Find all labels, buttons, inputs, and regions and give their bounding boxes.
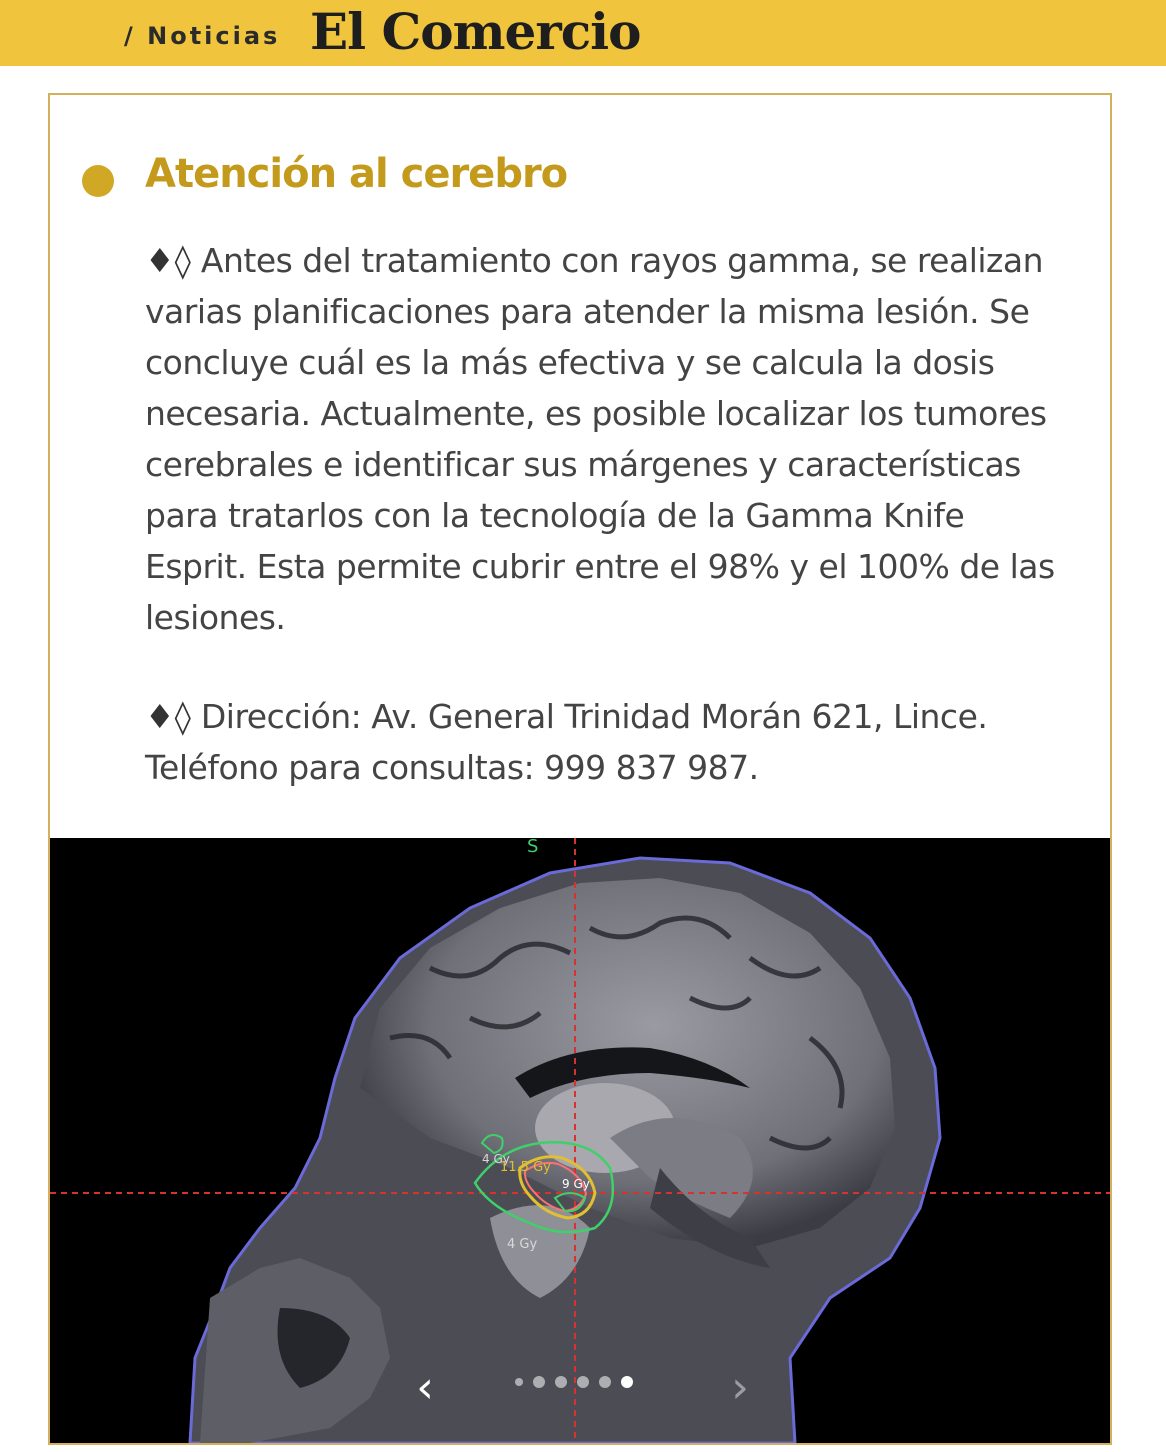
- paragraph-treatment: [145, 235, 1075, 643]
- top-marker-label: S: [527, 838, 539, 857]
- paragraph-address: [145, 691, 1075, 793]
- diamond-bullet-icon: ♦◊: [145, 241, 191, 280]
- dose-9gy-label: 9 Gy: [562, 1177, 590, 1191]
- section-link-noticias[interactable]: / Noticias: [124, 22, 281, 50]
- gallery-dot-2[interactable]: [533, 1376, 545, 1388]
- gallery-dot-1[interactable]: [515, 1378, 523, 1386]
- gallery-prev-chevron-left-icon[interactable]: ‹: [416, 1362, 434, 1413]
- gallery-pagination: [515, 1376, 633, 1390]
- gallery-next-chevron-right-icon[interactable]: ›: [731, 1362, 749, 1413]
- diamond-bullet-icon: ♦◊: [145, 697, 191, 736]
- dose-4gy-bottom-label: 4 Gy: [507, 1237, 538, 1252]
- info-card: [48, 93, 1112, 1445]
- paragraph-address-text: Dirección: Av. General Trinidad Morán 621, Lince. Teléfono para consultas: 999 837 987.: [145, 697, 988, 787]
- dose-11-5gy-label: 11.5 Gy: [500, 1160, 551, 1175]
- site-header: [0, 0, 1166, 66]
- gallery-dot-6[interactable]: [621, 1376, 633, 1388]
- title-bullet-dot-icon: [82, 165, 114, 197]
- paragraph-treatment-text: Antes del tratamiento con rayos gamma, se realizan varias planificaciones para atender la misma lesión. Se concluye cuál es la más efectiva y se calcula la dosis necesaria. Actualmente, es posible localizar los tumores cerebrales e identificar sus márgenes y características para tratarlos con la tecnología de la Gamma Knife Esprit. Esta permite cubrir entre el 98% y el 100% de las lesiones.: [145, 241, 1055, 637]
- gallery-dot-4[interactable]: [577, 1376, 589, 1388]
- el-comercio-logo[interactable]: El Comercio: [310, 2, 641, 61]
- dose-4gy-top-label: 4 Gy: [482, 1152, 510, 1166]
- mri-brain-scan: [50, 838, 1110, 1443]
- card-title: Atención al cerebro: [145, 151, 568, 197]
- gallery-dot-5[interactable]: [599, 1376, 611, 1388]
- gallery-dot-3[interactable]: [555, 1376, 567, 1388]
- mri-gallery-image[interactable]: [50, 838, 1110, 1443]
